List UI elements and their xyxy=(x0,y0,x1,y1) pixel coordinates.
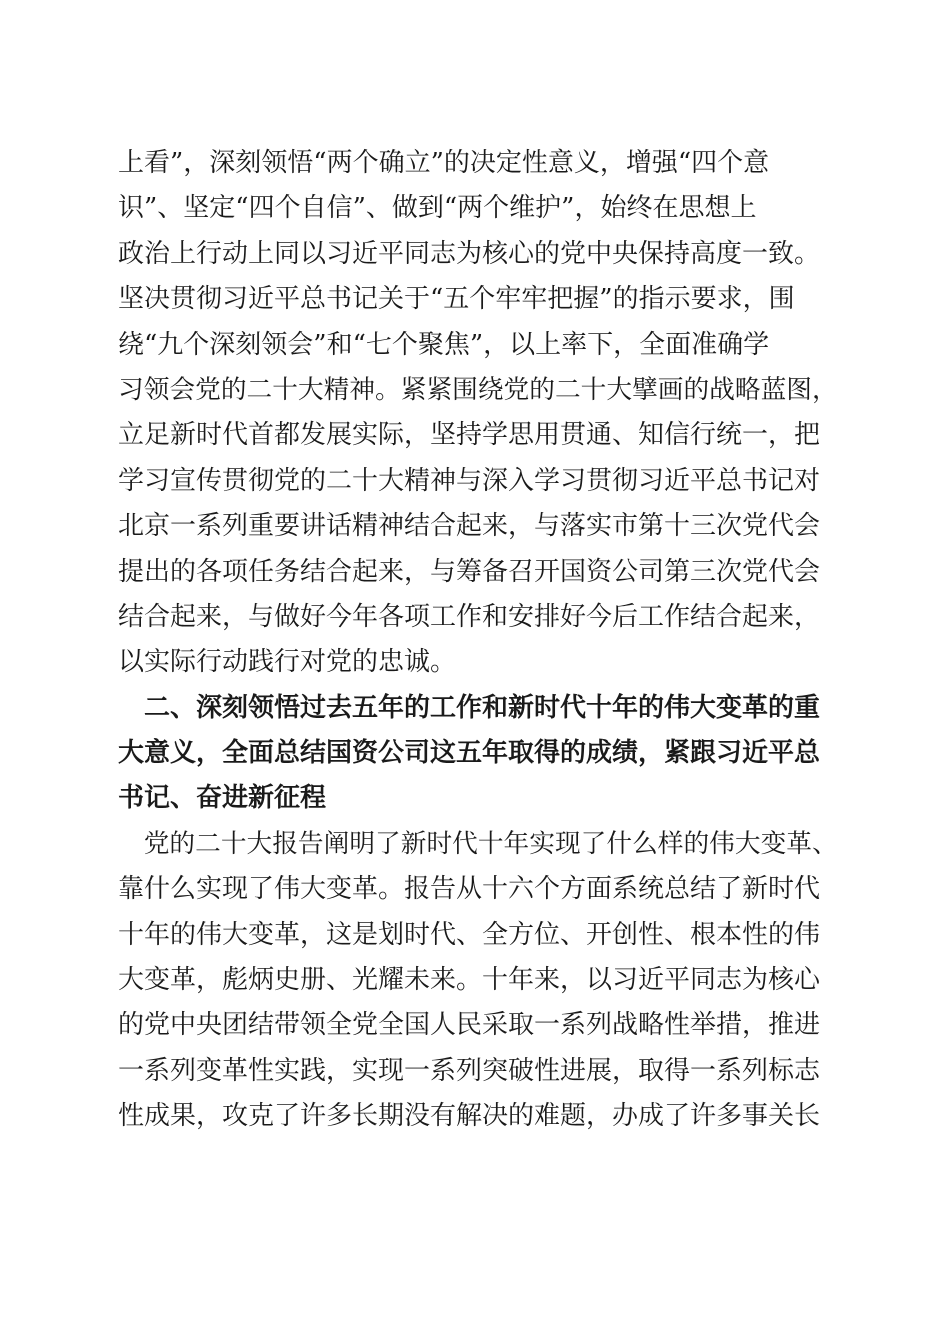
paragraph-line: 结合起来，与做好今年各项工作和安排好今后工作结合起来， xyxy=(118,601,821,632)
paragraph-line: 一系列变革性实践，实现一系列突破性进展，取得一系列标志 xyxy=(118,1055,821,1086)
paragraph-line: 大变革，彪炳史册、光耀未来。十年来，以习近平同志为核心 xyxy=(118,965,821,996)
paragraph-line: 性成果，攻克了许多长期没有解决的难题，办成了许多事关长 xyxy=(118,1101,821,1132)
paragraph-line: 提出的各项任务结合起来，与筹备召开国资公司第三次党代会 xyxy=(118,556,821,587)
paragraph-line: 学习宣传贯彻党的二十大精神与深入学习贯彻习近平总书记对 xyxy=(118,465,821,496)
paragraph-line: 识”、坚定“四个自信”、做到“两个维护”，始终在思想上 xyxy=(118,193,757,224)
paragraph-line: 上看”，深刻领悟“两个确立”的决定性意义，增强“四个意 xyxy=(118,148,770,178)
section-heading-line: 二、深刻领悟过去五年的工作和新时代十年的伟大变革的重 xyxy=(118,692,821,723)
section-heading-line: 大意义，全面总结国资公司这五年取得的成绩，紧跟习近平总 xyxy=(118,738,821,769)
paragraph-line: 绕“九个深刻领会”和“七个聚焦”，以上率下，全面准确学 xyxy=(118,329,770,360)
paragraph-line: 北京一系列重要讲话精神结合起来，与落实市第十三次党代会 xyxy=(118,511,821,542)
body-text xyxy=(118,141,838,1140)
paragraph-line: 的党中央团结带领全党全国人民采取一系列战略性举措，推进 xyxy=(118,1010,821,1041)
paragraph-line: 以实际行动践行对党的忠诚。 xyxy=(118,647,457,678)
paragraph-line: 党的二十大报告阐明了新时代十年实现了什么样的伟大变革、 xyxy=(118,828,838,859)
paragraph-line: 坚决贯彻习近平总书记关于“五个牢牢把握”的指示要求，围 xyxy=(118,284,795,315)
section-heading-line: 书记、奋进新征程 xyxy=(118,783,327,814)
paragraph-line: 十年的伟大变革，这是划时代、全方位、开创性、根本性的伟 xyxy=(118,919,821,950)
paragraph-line: 立足新时代首都发展实际，坚持学思用贯通、知信行统一，把 xyxy=(118,420,821,451)
paragraph-line: 习领会党的二十大精神。紧紧围绕党的二十大擘画的战略蓝图， xyxy=(118,374,838,405)
paragraph-line: 政治上行动上同以习近平同志为核心的党中央保持高度一致。 xyxy=(118,238,821,269)
paragraph-line: 靠什么实现了伟大变革。报告从十六个方面系统总结了新时代 xyxy=(118,874,821,905)
